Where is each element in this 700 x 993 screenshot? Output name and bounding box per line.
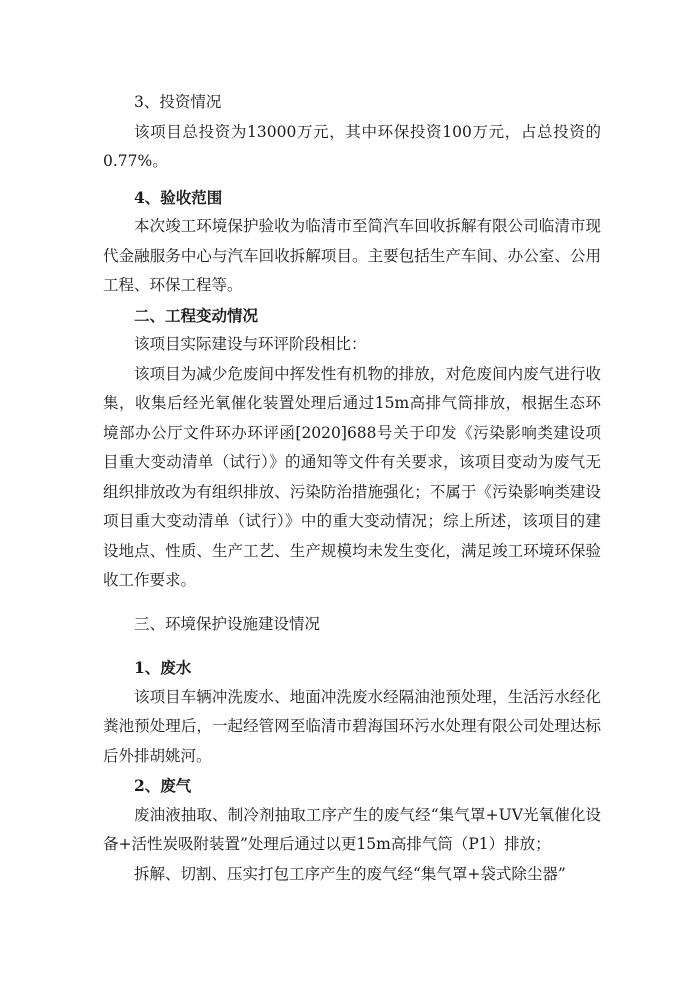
section-heading-acceptance-scope: 4、验收范围 — [134, 187, 223, 207]
document-body — [103, 88, 601, 889]
section-heading-investment: 3、投资情况 — [134, 93, 222, 111]
section-heading-exhaust-gas: 2、废气 — [134, 776, 192, 795]
project-changes-intro: 该项目实际建设与环评阶段相比： — [134, 335, 367, 353]
exhaust-gas-paragraph-2: 拆解、切割、压实打包工序产生的废气经“集气罩+袋式除尘器” — [134, 864, 566, 883]
acceptance-scope-paragraph: 本次竣工环境保护验收为临清市至简汽车回收拆解有限公司临清市现代金融服务中心与汽车回收拆解项目。主要包括生产车间、办公室、公用工程、环保工程等。 — [103, 217, 601, 294]
wastewater-paragraph: 该项目车辆冲洗废水、地面冲洗废水经隔油池预处理，生活污水经化粪池预处理后，一起经管网至临清市碧海国环污水处理有限公司处理达标后外排胡姚河。 — [103, 687, 601, 765]
investment-paragraph: 该项目总投资为13000万元，其中环保投资100万元，占总投资的0.77%。 — [103, 122, 601, 170]
section-heading-project-changes: 二、工程变动情况 — [134, 305, 259, 325]
section-heading-env-facilities: 三、环境保护设施建设情况 — [134, 614, 321, 633]
project-changes-paragraph: 该项目为减少危废间中挥发性有机物的排放，对危废间内废气进行收集，收集后经光氧催化装置处理后通过15m高排气筒排放，根据生态环境部办公厅文件环办环评函[2020]688号关于印发《污染影响类建设项目重大变动清单（试行）》的通知等文件有关要求，该项目变动为废气无组织排放改为有组织排放、污染防治措施强化；不属于《污染影响类建设项目重大变动清单（试行）》中的重大变动情况；综上所述，该项目的建设地点、性质、生产工艺、生产规模均未发生变化，满足竣工环境环保验收工作要求。 — [103, 364, 601, 589]
section-heading-wastewater: 1、废水 — [134, 658, 192, 677]
exhaust-gas-paragraph-1: 废油液抽取、制冷剂抽取工序产生的废气经“集气罩+UV光氧催化设备+活性炭吸附装置”处理后通过以更15m高排气筒（P1）排放； — [103, 805, 601, 853]
